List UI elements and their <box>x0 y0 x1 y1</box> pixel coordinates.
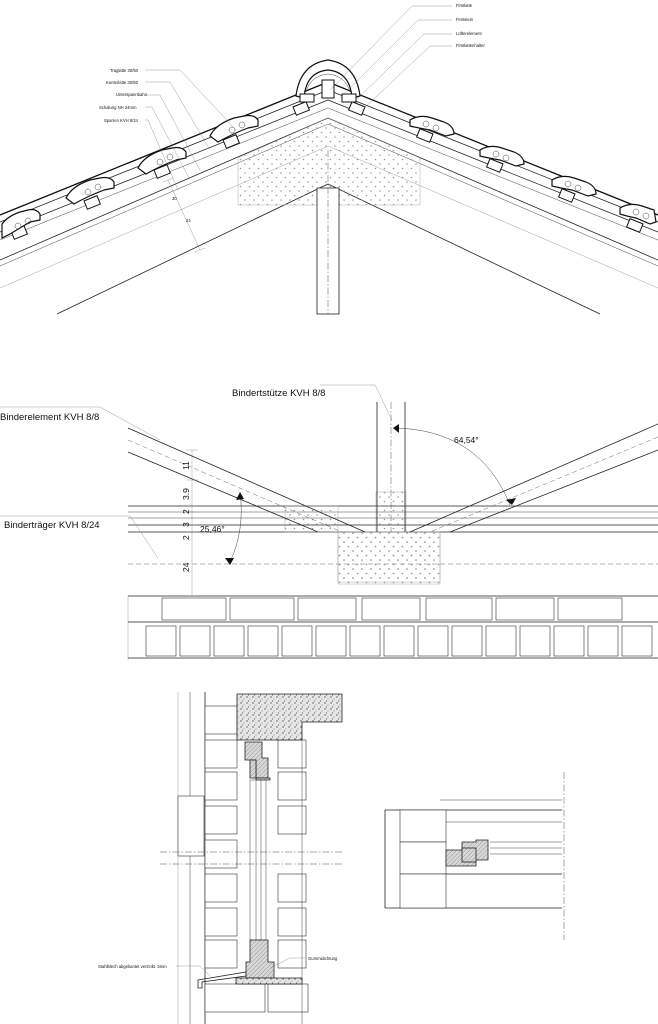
label-firstlatte: Firstlatte <box>456 3 473 8</box>
label-firststein: Firststein <box>456 17 473 22</box>
truss-detail <box>0 385 658 660</box>
arrow-lower-top <box>236 492 244 500</box>
leader-post <box>320 385 392 420</box>
horizontal-brick-3 <box>400 874 446 908</box>
roof-dimension <box>163 178 205 252</box>
dim-small-label: 30 <box>172 196 177 201</box>
window-frame-top <box>245 742 268 778</box>
horizontal-brick-2 <box>400 842 446 874</box>
label-element: Binderelement KVH 8/8 <box>0 412 100 423</box>
window-section-horizontal <box>385 772 564 940</box>
right-truss-element <box>410 424 658 532</box>
horizontal-brick-1 <box>400 810 446 842</box>
masonry-wall <box>128 596 658 660</box>
angle-upper-label: 64,54° <box>454 435 479 445</box>
label-girder: Binderträger KVH 8/24 <box>4 520 100 531</box>
label-post: Bindertstütze KVH 8/8 <box>232 388 326 399</box>
window-lintel <box>237 694 342 740</box>
left-truss-element <box>128 428 365 532</box>
dim-3-9: 3.9 <box>181 488 191 500</box>
dim-3: 3 <box>181 522 191 527</box>
label-konterlatte: Konterlatte 30/50 <box>106 80 138 85</box>
angle-arc-upper <box>395 428 510 505</box>
arrow-upper-left <box>393 424 399 433</box>
dim-2a: 2 <box>181 509 191 514</box>
label-traglatte: Traglatte 30/50 <box>110 68 139 73</box>
label-firstlattenhalter: Firstlattenhalter <box>456 43 485 48</box>
ridge-tile <box>296 60 360 102</box>
label-unterspannbahn: Unterspannbahn <box>116 92 147 97</box>
dim-24: 24 <box>181 562 191 572</box>
label-seal: Gummidichtung <box>308 956 338 961</box>
dim-rafter-label: 24 <box>186 218 191 223</box>
horizontal-sash <box>462 848 476 862</box>
dim-2b: 2 <box>181 535 191 540</box>
roof-tiles-left <box>2 116 258 239</box>
dim-11: 11 <box>181 461 191 470</box>
label-sparren: Sparren KVH 8/24 <box>104 118 138 123</box>
label-sheet: Stahlblech abgekantet verzinkt. 5mm <box>98 964 167 969</box>
roof-ridge-detail <box>0 3 658 314</box>
label-luefterelement: Lüfterelement <box>456 31 482 36</box>
label-schalung: Schalung NH 24mm <box>99 105 137 110</box>
window-frame-bottom <box>246 940 274 978</box>
truss-gusset-lower <box>338 532 440 584</box>
window-sill <box>236 978 302 984</box>
window-section-vertical <box>98 692 342 1024</box>
roof-tiles-right <box>410 116 656 224</box>
angle-arc-lower <box>230 492 241 562</box>
angle-lower-label: 25,46° <box>200 524 225 534</box>
